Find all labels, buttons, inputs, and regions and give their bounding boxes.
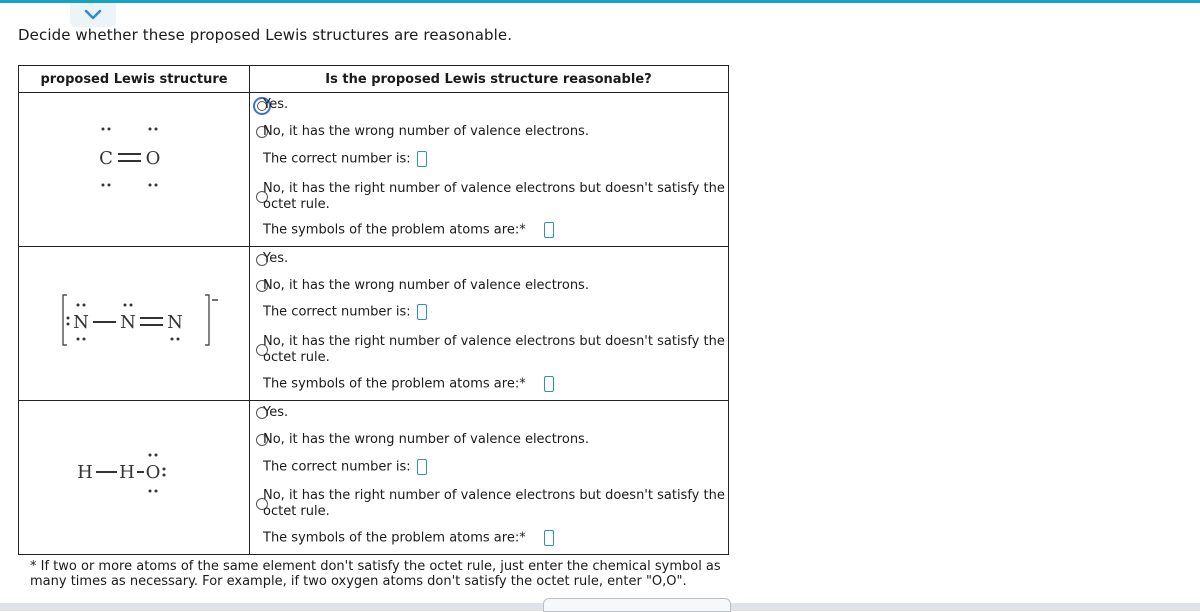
atom-label: N bbox=[73, 312, 89, 333]
correct-number-input[interactable] bbox=[417, 304, 427, 320]
col-header-structure: proposed Lewis structure bbox=[19, 66, 250, 92]
problem-atoms-row bbox=[263, 222, 554, 239]
option-octet-label bbox=[263, 488, 725, 520]
correct-number-row bbox=[263, 304, 427, 321]
problem-atoms-row bbox=[263, 530, 554, 547]
col-header-reasonable: Is the proposed Lewis structure reasonable? bbox=[325, 71, 652, 87]
option-octet-line1: No, it has the right number of valence electrons but doesn't satisfy the bbox=[263, 488, 725, 503]
correct-number-label: The correct number is: bbox=[263, 151, 411, 167]
correct-number-input[interactable] bbox=[417, 151, 427, 167]
option-octet-label bbox=[263, 181, 725, 213]
option-octet-line1: No, it has the right number of valence electrons but doesn't satisfy the bbox=[263, 334, 725, 349]
option-octet-label bbox=[263, 334, 725, 366]
problem-atoms-label: The symbols of the problem atoms are:* bbox=[263, 530, 526, 546]
correct-number-input[interactable] bbox=[417, 459, 427, 475]
question-prompt: Decide whether these proposed Lewis structures are reasonable. bbox=[18, 26, 513, 44]
atom-label: N bbox=[167, 312, 183, 333]
correct-number-row bbox=[263, 151, 427, 168]
option-octet-line1: No, it has the right number of valence electrons but doesn't satisfy the bbox=[263, 181, 725, 196]
correct-number-label: The correct number is: bbox=[263, 304, 411, 320]
problem-atoms-input[interactable] bbox=[544, 530, 554, 546]
option-yes-label: Yes. bbox=[263, 97, 289, 112]
correct-number-label: The correct number is: bbox=[263, 459, 411, 475]
lewis-structure-co bbox=[19, 93, 249, 246]
lewis-structure-n3 bbox=[19, 247, 249, 400]
option-yes-label: Yes. bbox=[263, 251, 289, 266]
problem-atoms-input[interactable] bbox=[544, 222, 554, 238]
problem-atoms-row bbox=[263, 376, 554, 393]
correct-number-row bbox=[263, 459, 427, 476]
option-wrong-count-label: No, it has the wrong number of valence electrons. bbox=[263, 124, 589, 139]
option-wrong-count-label: No, it has the wrong number of valence electrons. bbox=[263, 432, 589, 447]
column-divider bbox=[249, 92, 250, 555]
problem-atoms-label: The symbols of the problem atoms are:* bbox=[263, 376, 526, 392]
atom-label: H bbox=[119, 462, 135, 483]
option-yes-label: Yes. bbox=[263, 405, 289, 420]
atom-label: N bbox=[120, 312, 136, 333]
option-octet-line2: octet rule. bbox=[263, 350, 330, 365]
bottom-toolbar-tab[interactable] bbox=[543, 598, 731, 612]
option-octet-line2: octet rule. bbox=[263, 504, 330, 519]
atom-label: C bbox=[99, 148, 113, 169]
lewis-structure-hho bbox=[19, 401, 249, 554]
table-header bbox=[19, 66, 728, 93]
problem-atoms-label: The symbols of the problem atoms are:* bbox=[263, 222, 526, 238]
atom-label: O bbox=[145, 462, 161, 483]
chevron-down-icon bbox=[83, 9, 103, 21]
top-accent-bar bbox=[0, 0, 1200, 3]
option-wrong-count-label: No, it has the wrong number of valence electrons. bbox=[263, 278, 589, 293]
option-octet-line2: octet rule. bbox=[263, 197, 330, 212]
octet-footnote: * If two or more atoms of the same element don't satisfy the octet rule, just enter the chemical symbol as many times as necessary. For example, if two oxygen atoms don't satisfy the octet rule, enter "O,O". bbox=[30, 559, 721, 589]
collapse-toggle[interactable] bbox=[70, 3, 116, 27]
atom-label: O bbox=[145, 148, 161, 169]
atom-label: H bbox=[77, 462, 93, 483]
problem-atoms-input[interactable] bbox=[544, 376, 554, 392]
